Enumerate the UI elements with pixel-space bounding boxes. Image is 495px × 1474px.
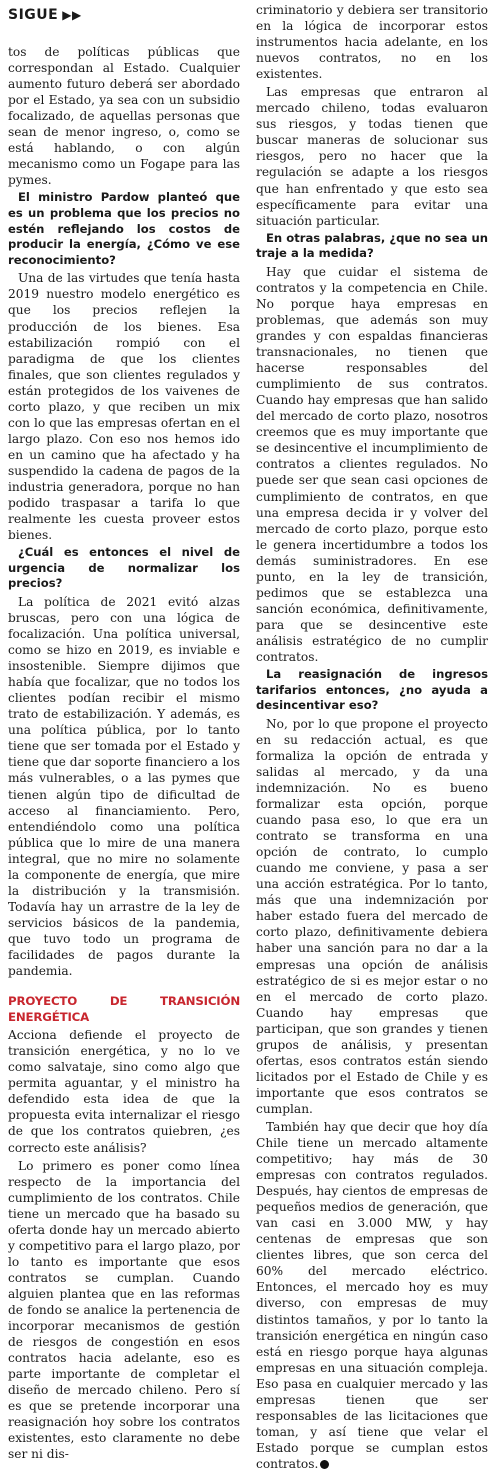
paragraph: No, por lo que propone el proyecto en su redacción actual, es que formaliza la opción de entrada y salidas al mercado, y da una indemnización. No es bueno formalizar esta opción, porque cuando pasa eso, lo que era un contrato se transforma en una opción de contrato, lo cumplo cuando me conviene, y pasa a ser una acción estratégica. Por lo tanto, más que una indemnización por haber estado fuera del mercado de corto plazo, definitivamente debiera haber una sanción para no dar a la empresas una opción de análisis estratégico de si es mejor estar o no en el mercado de corto plazo. Cuando hay empresas que participan, que son grandes y tienen grupos de análisis, y presentan ofertas, esos contratos están siendo licitados por el Estado de Chile y es importante que esos contratos se cumplan.: [256, 716, 488, 1116]
continue-label: SIGUE: [8, 7, 59, 23]
paragraph: Lo primero es poner como línea respecto de la importancia del cumplimiento de los contratos. Chile tiene un mercado que ha basado su oferta donde hay un mercado abierto y competitivo para el largo plazo, por lo tanto es importante que esos contratos se cumplan. Cuando alguien plantea que en las reformas de fondo se analice la pertenencia de incorporar mecanismos de gestión de riesgos de congestión en esos contratos hacia adelante, eso es parte importante de completar el diseño de mercado chileno. Pero sí es que se pretende incorporar una reasignación hoy sobre los contratos existentes, esto claramente no debe ser ni dis-: [8, 1158, 240, 1462]
paragraph: tos de políticas públicas que correspondan al Estado. Cualquier aumento futuro deberá ser abordado por el Estado, ya sea con un subsidio focalizado, de aquellas personas que sean de menor ingreso, o, como se está hablando, o con algún mecanismo como un Fogape para las pymes.: [8, 45, 240, 188]
double-arrow-icon: ▶▶: [62, 8, 82, 22]
left-column: [8, 44, 240, 1464]
continue-header: [8, 4, 82, 26]
paragraph: Acciona defiende el proyecto de transición energética, y no lo ve como salvataje, sino como algo que permita aguantar, y el ministro ha defendido esta idea de que la propuesta evita internalizar el riesgo de que los contratos quiebren, ¿es correcto este análisis?: [8, 1028, 240, 1155]
section-heading: PROYECTO DE TRANSICIÓN ENERGÉTICA: [8, 994, 240, 1025]
paragraph: Las empresas que entraron al mercado chileno, todas evaluaron sus riesgos, y todas tienen que buscar maneras de solucionar sus riesgos, pero no hacer que la regulación se adapte a los riesgos que han enfrentado y que esto sea específicamente para evitar una situación particular.: [256, 85, 488, 228]
interview-question: El ministro Pardow planteó que es un problema que los precios no estén reflejando los costos de producir la energía, ¿Cómo ve ese reconocimiento?: [8, 190, 240, 267]
paragraph: La política de 2021 evitó alzas bruscas, pero con una lógica de focalización. Una política universal, como se hizo en 2019, es inviable e insostenible. Siempre dijimos que había que focalizar, que no todos los clientes podían recibir el mismo trato de estabilización. Y además, es una política pública, por lo tanto tiene que ser tomada por el Estado y tiene que dar soporte financiero a los más vulnerables, o a las pymes que tienen algún tipo de dificultad de acceso al financiamiento. Pero, entendiéndolo como una política pública que lo mire de una manera integral, que no mire no solamente la componente de energía, que mire la distribución y la transmisión. Todavía hay un arrastre de la ley de servicios básicos de la pandemia, que tuvo todo un programa de facilidades de pagos durante la pandemia.: [8, 594, 240, 979]
paragraph: Hay que cuidar el sistema de contratos y la competencia en Chile. No porque haya empresas en problemas, que además son muy grandes y con espaldas financieras transnacionales, no tienen que hacerse responsables del cumplimiento de sus contratos. Cuando hay empresas que han salido del mercado de corto plazo, nosotros creemos que es muy importante que se desincentive el incumplimiento de contratos a clientes regulados. No puede ser que sean casi opciones de cumplimiento de contratos, en que una empresa decida ir y volver del mercado de corto plazo, porque esto le genera incertidumbre a todos los demás suministradores. En ese punto, en la ley de transición, pedimos que se establezca una sanción económica, definitivamente, para que se desincentive este análisis estratégico de no cumplir contratos.: [256, 264, 488, 664]
right-column: [256, 2, 488, 1474]
interview-question: ¿Cuál es entonces el nivel de urgencia de normalizar los precios?: [8, 545, 240, 591]
paragraph: Una de las virtudes que tenía hasta 2019 nuestro modelo energético es que los precios reflejen la producción de los bienes. Esa estabilización rompió con el paradigma de que los clientes finales, que son clientes regulados y están protegidos de los vaivenes de corto plazo, y que reciben un mix con lo que las empresas ofertan en el largo plazo. Con eso nos hemos ido en un camino que ha afectado y ha suspendido la cadena de pagos de la industria generadora, porque no han podido traspasar a tarifa lo que realmente les cuesta proveer estos bienes.: [8, 271, 240, 543]
end-mark-icon: P: [320, 1460, 329, 1469]
interview-question: La reasignación de ingresos tarifarios entonces, ¿no ayuda a desincentivar eso?: [256, 667, 488, 713]
last-paragraph: [256, 1119, 488, 1472]
interview-question: En otras palabras, ¿que no sea un traje a la medida?: [256, 230, 488, 261]
paragraph-text: También hay que decir que hoy día Chile tiene un mercado altamente competitivo; hay más de 30 empresas con contratos regulados. Después, hay cientos de empresas de pequeños medios de generación, que van casi en 3.000 MW, y hay centenas de empresas que son clientes libres, que son cerca del 60% del mercado eléctrico. Entonces, el mercado hoy es muy diverso, con empresas de muy distintos tamaños, y por lo tanto la transición energética en ningún caso está en riesgo porque haya algunas empresas en una situación compleja. Eso pasa en cualquier mercado y las empresas tienen que ser responsables de las licitaciones que toman, y así tiene que velar el Estado porque se cumplan estos contratos.: [256, 1119, 488, 1471]
paragraph: criminatorio y debiera ser transitorio en la lógica de incorporar estos instrumentos hacia adelante, en los nuevos contratos, no en los existentes.: [256, 3, 488, 82]
